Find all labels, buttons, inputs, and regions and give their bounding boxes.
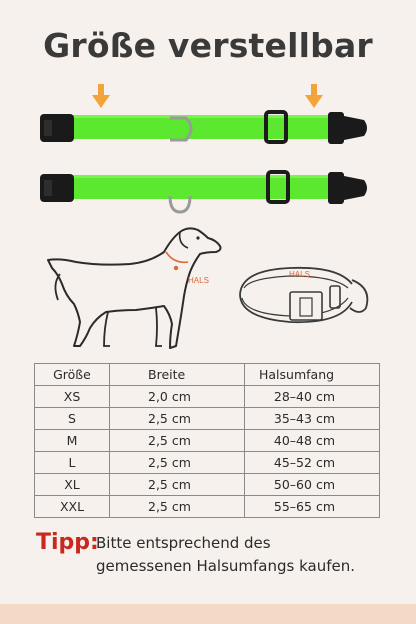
page-title: Größe verstellbar — [43, 26, 373, 65]
size-cell: M — [35, 430, 110, 452]
tip-label: Tipp: — [36, 530, 99, 555]
column-header-size: Größe — [35, 364, 110, 386]
table-row — [35, 386, 380, 408]
buckle-icon — [328, 172, 367, 204]
hals-label-dog: HALS — [188, 276, 209, 285]
down-arrow-icon — [92, 84, 110, 108]
buckle-icon — [40, 114, 74, 142]
width-cell: 2,0 cm — [110, 386, 245, 408]
table-row — [35, 474, 380, 496]
table-row — [35, 430, 380, 452]
width-cell: 2,5 cm — [110, 496, 245, 518]
tip-text-line2: gemessenen Halsumfangs kaufen. — [96, 557, 356, 575]
neck-cell: 50–60 cm — [245, 474, 380, 496]
table-header-row — [35, 364, 380, 386]
neck-cell: 40–48 cm — [245, 430, 380, 452]
size-cell: L — [35, 452, 110, 474]
collar-illustration — [0, 78, 416, 218]
table-row — [35, 408, 380, 430]
width-cell: 2,5 cm — [110, 408, 245, 430]
neck-cell: 28–40 cm — [245, 386, 380, 408]
down-arrow-icon — [305, 84, 323, 108]
column-header-neck: Halsumfang — [245, 364, 380, 386]
size-cell: S — [35, 408, 110, 430]
size-cell: XXL — [35, 496, 110, 518]
bottom-strip — [0, 604, 416, 624]
size-cell: XL — [35, 474, 110, 496]
size-cell: XS — [35, 386, 110, 408]
column-header-width: Breite — [110, 364, 245, 386]
buckle-icon — [328, 112, 367, 144]
neck-cell: 45–52 cm — [245, 452, 380, 474]
width-cell: 2,5 cm — [110, 430, 245, 452]
collar-bottom — [40, 172, 367, 212]
collar-top — [40, 112, 367, 144]
width-cell: 2,5 cm — [110, 452, 245, 474]
tip-text-line1: Bitte entsprechend des — [96, 534, 271, 552]
neck-cell: 55–65 cm — [245, 496, 380, 518]
dog-outline-illustration — [40, 218, 230, 362]
width-cell: 2,5 cm — [110, 474, 245, 496]
table-row — [35, 496, 380, 518]
size-table — [34, 363, 380, 518]
neck-cell: 35–43 cm — [245, 408, 380, 430]
buckle-icon — [40, 174, 74, 202]
hals-label-collar: HALS — [289, 270, 310, 279]
table-row — [35, 452, 380, 474]
